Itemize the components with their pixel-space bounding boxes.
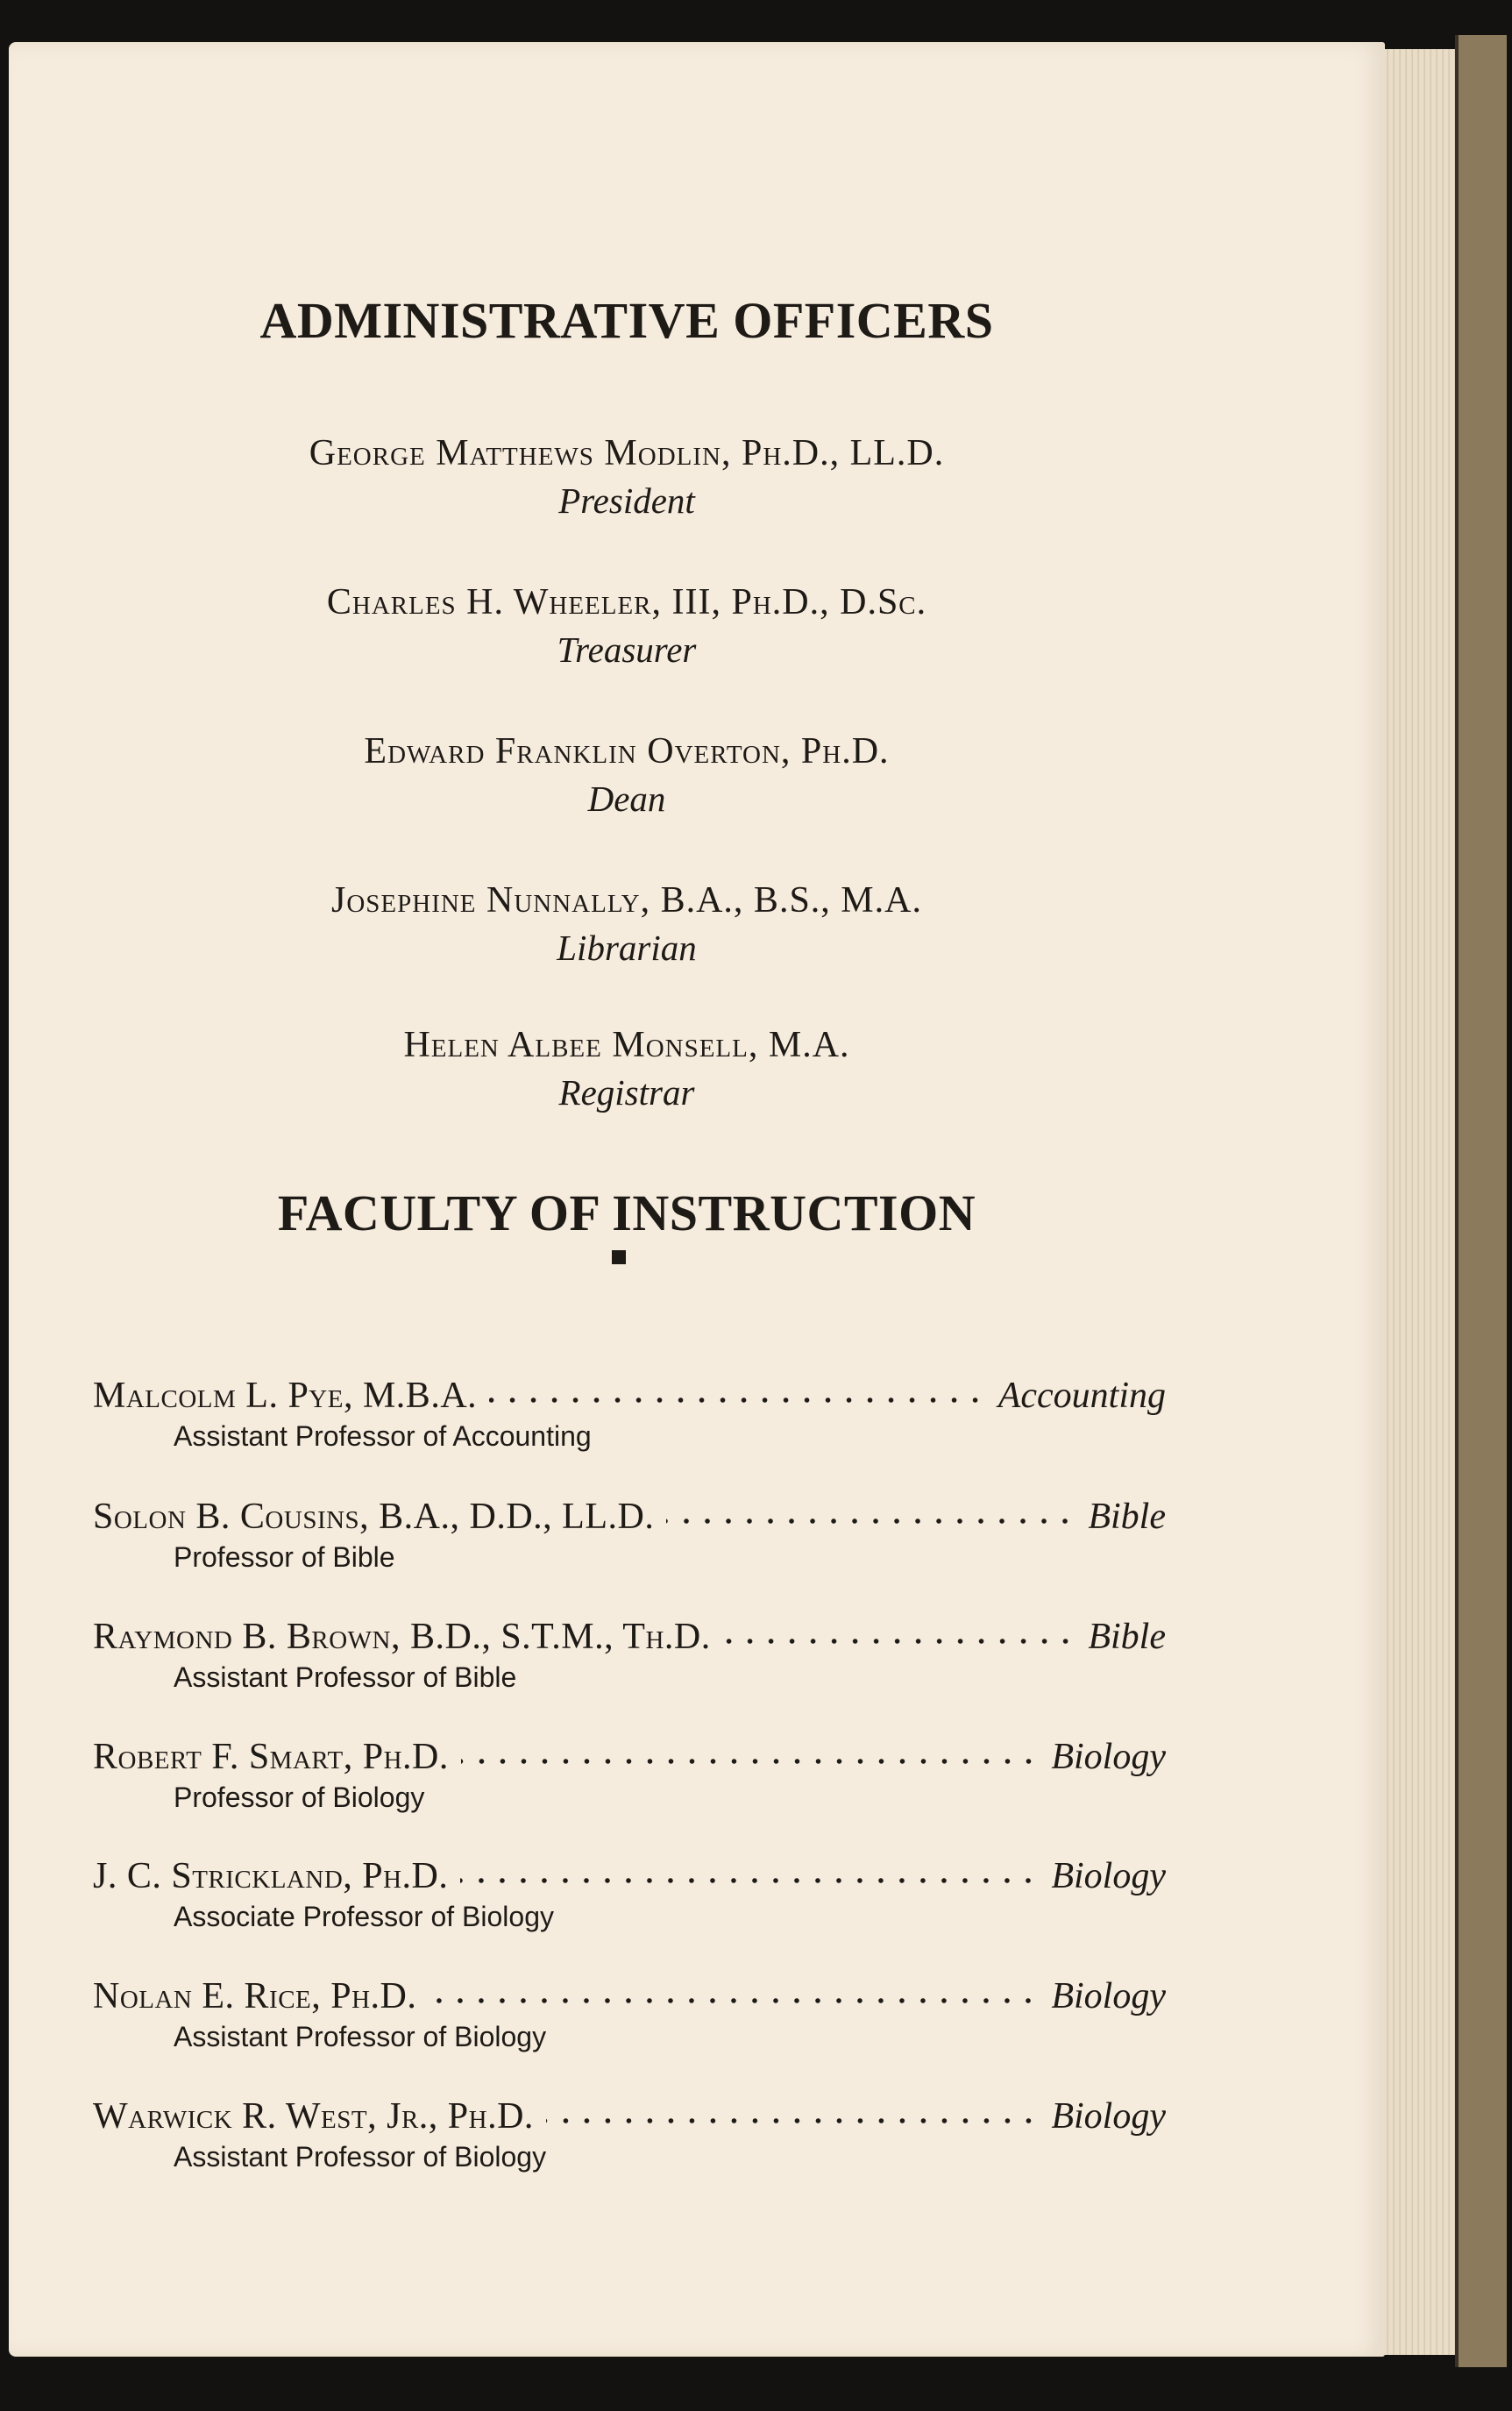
section-divider-mark [612, 1250, 626, 1264]
administrative-officers-heading: ADMINISTRATIVE OFFICERS [259, 292, 994, 349]
faculty-name: Nolan E. Rice, Ph.D. [93, 1976, 417, 2016]
dot-leader [461, 1758, 1040, 1765]
faculty-rank: Professor of Biology [174, 1782, 425, 1813]
dot-leader [666, 1518, 1075, 1525]
faculty-entry [93, 1375, 1166, 1453]
faculty-rank: Professor of Bible [174, 1541, 395, 1573]
officer-name: George Matthews Modlin, Ph.D., LL.D. [309, 433, 945, 473]
officer-name: Helen Albee Monsell, M.A. [403, 1025, 850, 1065]
page-content [9, 42, 1385, 2357]
faculty-entry [93, 1736, 1166, 1814]
faculty-department: Accounting [997, 1376, 1166, 1416]
faculty-rank: Associate Professor of Biology [174, 1901, 554, 1932]
faculty-rank: Assistant Professor of Biology [174, 2021, 547, 2052]
officer-title: Dean [587, 779, 666, 819]
faculty-department: Bible [1088, 1497, 1166, 1537]
officer-name: Charles H. Wheeler, III, Ph.D., D.Sc. [326, 582, 927, 622]
faculty-entry [93, 1616, 1166, 1694]
faculty-name: Warwick R. West, Jr., Ph.D. [93, 2096, 534, 2137]
page-edges [1383, 49, 1455, 2355]
book-cover-edge [1455, 35, 1507, 2367]
officer-president [9, 432, 1245, 522]
faculty-name: Malcolm L. Pye, M.B.A. [93, 1376, 478, 1416]
faculty-name: J. C. Strickland, Ph.D. [93, 1856, 449, 1896]
faculty-rank: Assistant Professor of Bible [174, 1661, 517, 1693]
dot-leader [460, 1877, 1039, 1884]
faculty-entry [93, 1975, 1166, 2053]
officer-title: Librarian [557, 928, 697, 968]
faculty-name: Robert F. Smart, Ph.D. [93, 1737, 449, 1777]
officer-dean [9, 730, 1245, 820]
faculty-department: Biology [1051, 1976, 1166, 2016]
faculty-department: Bible [1088, 1617, 1166, 1657]
faculty-department: Biology [1051, 1737, 1166, 1777]
officer-title: Registrar [558, 1072, 695, 1113]
faculty-department: Biology [1051, 1856, 1166, 1896]
faculty-name: Solon B. Cousins, B.A., D.D., LL.D. [93, 1497, 655, 1537]
officer-treasurer [9, 581, 1245, 671]
dot-leader [429, 1997, 1039, 2004]
officer-registrar [9, 1024, 1245, 1113]
officer-title: Treasurer [557, 629, 697, 670]
faculty-entry [93, 2095, 1166, 2173]
officer-name: Josephine Nunnally, B.A., B.S., M.A. [331, 880, 922, 921]
faculty-rank: Assistant Professor of Biology [174, 2141, 547, 2173]
dot-leader [546, 2117, 1039, 2124]
officer-title: President [558, 480, 695, 521]
faculty-name: Raymond B. Brown, B.D., S.T.M., Th.D. [93, 1617, 711, 1657]
faculty-entry [93, 1855, 1166, 1933]
faculty-department: Biology [1051, 2096, 1166, 2137]
faculty-of-instruction-heading: FACULTY OF INSTRUCTION [277, 1184, 976, 1241]
faculty-rank: Assistant Professor of Accounting [174, 1420, 592, 1452]
dot-leader [489, 1397, 986, 1404]
page [9, 42, 1385, 2357]
dot-leader [723, 1638, 1076, 1645]
faculty-entry [93, 1496, 1166, 1574]
officer-librarian [9, 879, 1245, 969]
officer-name: Edward Franklin Overton, Ph.D. [364, 731, 890, 772]
